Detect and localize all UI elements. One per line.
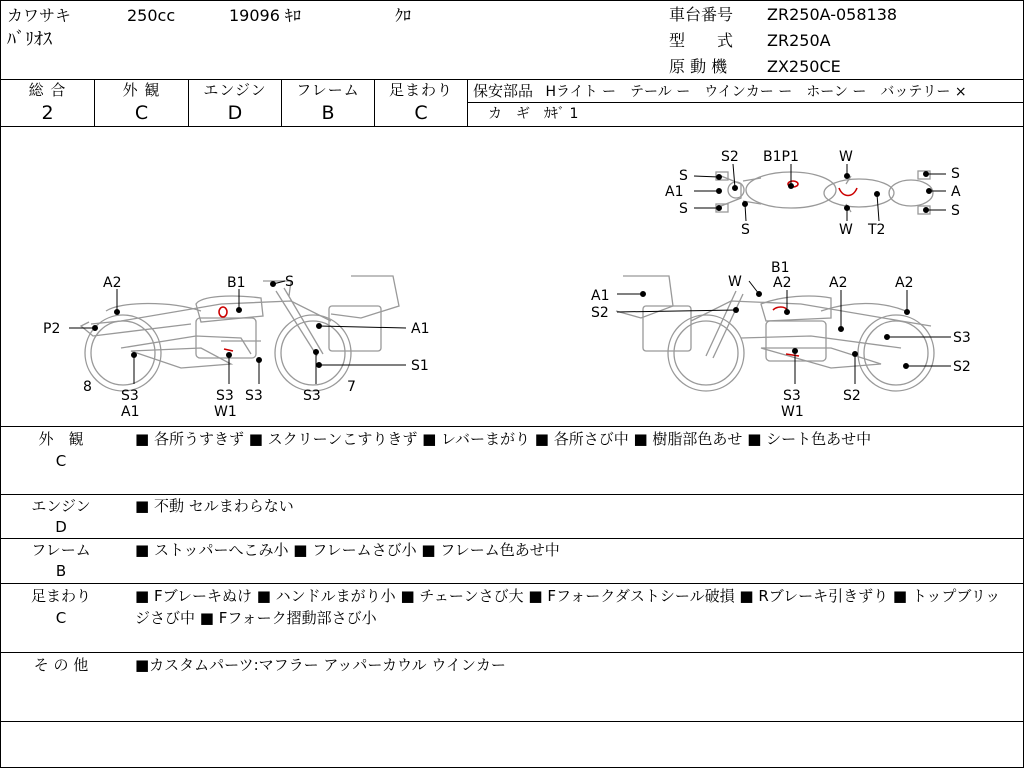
diagram-label: S2 (843, 388, 861, 404)
left-side-bike (81, 276, 399, 391)
remark-category: 足まわり (30, 587, 91, 605)
diagram-label: W (728, 274, 742, 290)
divider (468, 102, 1023, 103)
grades-row (1, 79, 1023, 127)
engine-value: ZX250CE (767, 57, 841, 76)
remark-text: ■ 不動 セルまわらない (135, 497, 294, 515)
diagram-label: 7 (347, 379, 356, 395)
diagram-label: B1 (227, 275, 246, 291)
diagram-label: W (839, 222, 853, 238)
damage-mark (839, 188, 857, 196)
damage-marks (219, 181, 857, 356)
motorcycle-diagrams (1, 126, 1023, 426)
diagram-label: S3 (953, 330, 971, 346)
diagram-label: W (839, 149, 853, 165)
damage-diagram (1, 126, 1023, 427)
remark-grade: C (55, 609, 67, 627)
diagram-label: A2 (895, 275, 914, 291)
mileage: 19096 ｷﾛ (229, 6, 301, 25)
remark-category: フレーム (31, 541, 91, 559)
damage-mark (219, 307, 227, 317)
diagram-label: P2 (43, 321, 61, 337)
grade-label: 足まわり (388, 81, 453, 99)
diagram-label: T2 (868, 222, 886, 238)
diagram-label: S3 (303, 388, 321, 404)
diagram-label: A1 (665, 184, 684, 200)
safety-row1 (473, 82, 967, 101)
grade-exterior (95, 79, 189, 126)
grade-label: 外 観 (122, 81, 161, 99)
diagram-label: S2 (721, 149, 739, 165)
remark-grade: B (55, 562, 67, 580)
frame-no-label: 車台番号 (669, 5, 734, 24)
diagram-label: B1P1 (763, 149, 799, 165)
remark-text: ■ Fブレーキぬけ ■ ハンドルまがり小 ■ チェーンさび大 ■ Fフォークダストシール破損 ■ Rブレーキ引きずり ■ トップブリッジさび中 ■ Fフォーク摺動部さび小 (135, 587, 1001, 627)
remark-category: 外 観 (38, 430, 84, 448)
diagram-label: S3 (121, 388, 139, 404)
diagram-label: A1 (591, 288, 610, 304)
type-value: ZR250A (767, 31, 831, 50)
diagram-label: S3 (783, 388, 801, 404)
color: ｸﾛ (395, 6, 412, 25)
diagram-label: 8 (83, 379, 92, 395)
vehicle-header (1, 1, 1023, 80)
diagram-label: S3 (216, 388, 234, 404)
diagram-label: A1 (121, 404, 140, 420)
type-label: 型 式 (669, 31, 734, 50)
frame-no: ZR250A-058138 (767, 5, 898, 24)
remark-engine (1, 495, 1023, 539)
safety-items: Hライト ー テール ー ウインカー ー ホーン ー バッテリー × (545, 84, 967, 100)
diagram-label: S (951, 166, 960, 182)
damage-mark (773, 307, 787, 310)
diagram-label: S (285, 274, 294, 290)
maker: カワサキ (7, 6, 72, 25)
remark-frame (1, 539, 1023, 584)
diagram-label: A2 (103, 275, 122, 291)
remark-category: エンジン (31, 497, 91, 515)
damage-mark (224, 349, 233, 351)
grade-label: 総 合 (28, 81, 67, 99)
safety-parts (468, 79, 1023, 126)
engine-label: 原 動 機 (669, 57, 728, 76)
remark-other (1, 653, 1023, 722)
grade-value: D (227, 102, 243, 124)
grade-suspension (375, 79, 468, 126)
remark-grade: D (55, 518, 67, 536)
diagram-label: S (951, 203, 960, 219)
grade-value: C (134, 102, 149, 124)
diagram-label: S1 (411, 358, 429, 374)
diagram-label: S3 (245, 388, 263, 404)
remark-exterior (1, 426, 1023, 495)
diagram-label: A2 (773, 275, 792, 291)
diagram-label: S2 (591, 305, 609, 321)
remark-category: そ の 他 (33, 656, 89, 674)
grade-label: フレーム (296, 81, 360, 99)
grade-overall (1, 79, 95, 126)
diagram-label: S (741, 222, 750, 238)
remark-text: ■ 各所うすきず ■ スクリーンこすりきず ■ レバーまがり ■ 各所さび中 ■ 樹脂部色あせ ■ シート色あせ中 (135, 430, 872, 448)
diagram-label: S (679, 168, 688, 184)
diagram-label: A (951, 184, 961, 200)
right-side-bike (616, 276, 934, 391)
remark-grade: C (55, 452, 67, 470)
diagram-label: W1 (214, 404, 237, 420)
diagram-label: W1 (781, 404, 804, 420)
diagram-label: A2 (829, 275, 848, 291)
grade-value: 2 (41, 102, 54, 124)
key-info: カ ギ ｶｷﾞ 1 (488, 106, 579, 122)
remark-text: ■カスタムパーツ:マフラー アッパーカウル ウインカー (135, 656, 506, 674)
grade-engine (189, 79, 282, 126)
diagram-label: A1 (411, 321, 430, 337)
diagram-label: S (679, 201, 688, 217)
grade-frame (282, 79, 375, 126)
safety-title: 保安部品 (473, 82, 534, 100)
model-name: ﾊﾞﾘｵｽ (7, 29, 52, 50)
diagram-label: B1 (771, 260, 790, 276)
grade-label: エンジン (203, 81, 267, 99)
grade-value: C (414, 102, 428, 124)
remark-text: ■ ストッパーへこみ小 ■ フレームさび小 ■ フレーム色あせ中 (135, 541, 560, 559)
grade-value: B (321, 102, 335, 124)
remark-suspension (1, 584, 1023, 653)
displacement: 250cc (127, 6, 176, 25)
diagram-label: S2 (953, 359, 971, 375)
top-view-bike (716, 171, 933, 214)
